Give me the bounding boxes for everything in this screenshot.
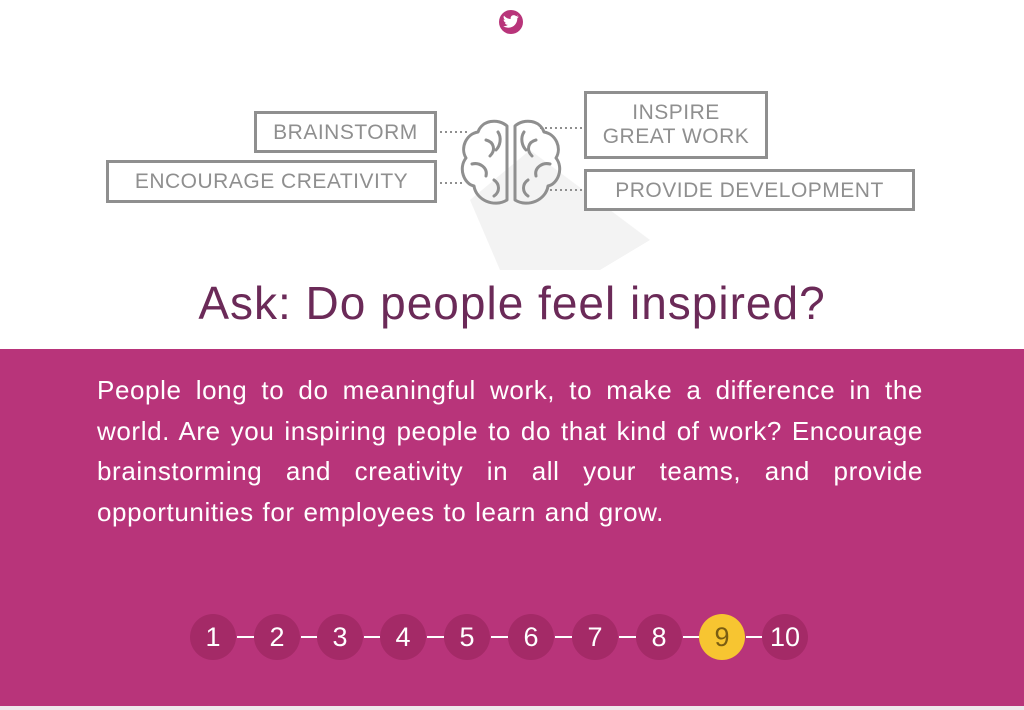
label-encourage-creativity-text: ENCOURAGE CREATIVITY <box>134 170 409 193</box>
pager-separator <box>555 636 572 638</box>
pager-separator <box>619 636 636 638</box>
body-paragraph: People long to do meaningful work, to make a difference in the world. Are you inspiring people to do that kind of work? Encourage brainstorming and creativity in all your teams, and provide opportunities for employees to learn and grow. <box>97 375 923 527</box>
pager-separator <box>491 636 508 638</box>
label-inspire-line1: INSPIRE <box>632 101 720 124</box>
pager-item-6[interactable]: 6 <box>508 614 554 660</box>
label-brainstorm <box>254 111 437 153</box>
brain-diagram <box>0 0 1024 270</box>
slide-pager <box>190 614 810 662</box>
pager-separator <box>427 636 444 638</box>
page-title: Ask: Do people feel inspired? <box>198 277 826 329</box>
pager-item-1[interactable]: 1 <box>190 614 236 660</box>
label-provide-development-text: PROVIDE DEVELOPMENT <box>615 178 884 202</box>
pager-item-4[interactable]: 4 <box>380 614 426 660</box>
top-section <box>0 0 1024 349</box>
pager-item-7[interactable]: 7 <box>572 614 618 660</box>
pager-separator <box>364 636 381 638</box>
pager-item-3[interactable]: 3 <box>317 614 363 660</box>
pager-separator <box>237 636 254 638</box>
pager-item-5[interactable]: 5 <box>444 614 490 660</box>
label-encourage-creativity <box>106 160 437 203</box>
pager-separator <box>683 636 700 638</box>
pager-item-9-active[interactable]: 9 <box>699 614 745 660</box>
pager-item-10[interactable]: 10 <box>762 614 808 660</box>
label-inspire-great-work <box>584 91 768 159</box>
label-brainstorm-text: BRAINSTORM <box>273 120 418 144</box>
pager-separator <box>301 636 318 638</box>
pager-item-8[interactable]: 8 <box>636 614 682 660</box>
label-provide-development <box>584 169 915 211</box>
bottom-strip <box>0 706 1024 710</box>
label-inspire-line2: GREAT WORK <box>602 125 750 148</box>
pager-separator <box>746 636 763 638</box>
pager-item-2[interactable]: 2 <box>254 614 300 660</box>
